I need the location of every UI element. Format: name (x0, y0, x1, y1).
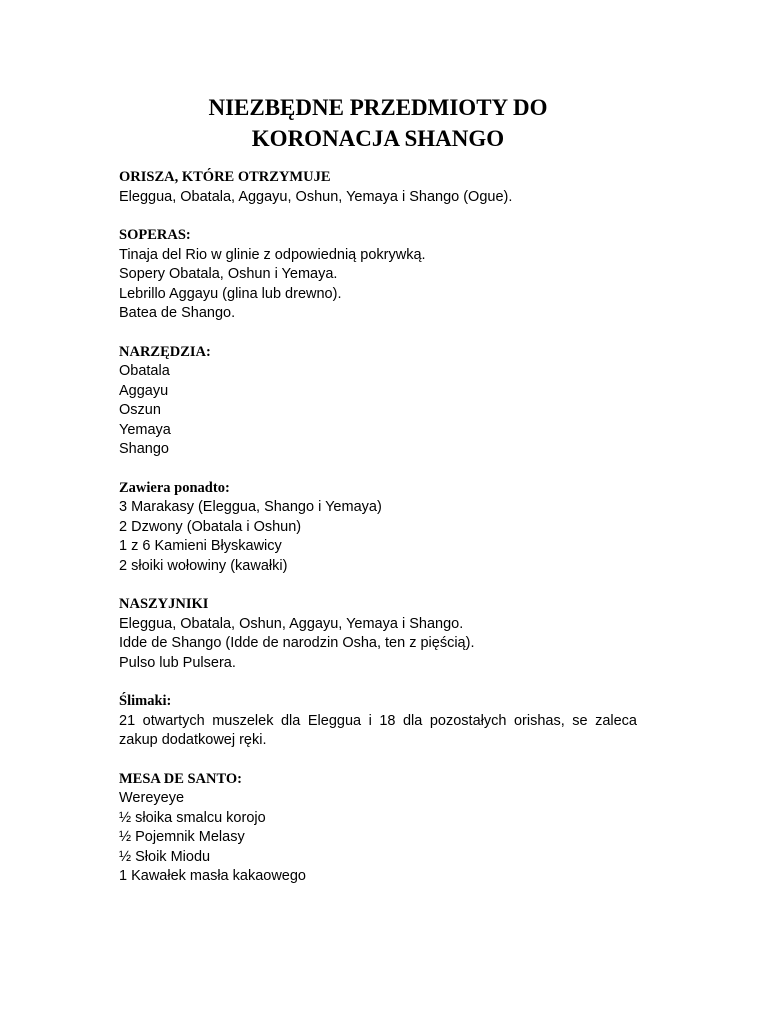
list-item: Oszun (119, 402, 161, 418)
section-heading: NASZYJNIKI (119, 596, 209, 612)
section-heading: Zawiera ponadto: (119, 479, 230, 496)
list-item: ½ Słoik Miodu (119, 848, 211, 865)
list-item: Lebrillo Aggayu (glina lub drewno). (119, 285, 342, 302)
section-mesa-de-santo (119, 770, 637, 887)
list-item: Aggayu (119, 382, 169, 399)
list-item: Wereyeye (119, 790, 185, 806)
list-item: Pulso lub Pulsera. (119, 654, 236, 671)
section-paragraph: 21 otwartych muszelek dla Eleggua i 18 dla pozostałych orishas, se zaleca zakup dodatkowej ręki. (119, 712, 637, 748)
list-item: 1 Kawałek masła kakaowego (119, 868, 306, 884)
title-line-1: NIEZBĘDNE PRZEDMIOTY DO (208, 95, 548, 120)
section-heading: MESA DE SANTO: (119, 770, 243, 787)
list-item: 1 z 6 Kamieni Błyskawicy (119, 538, 282, 554)
list-item: Tinaja del Rio w glinie z odpowiednią pokrywką. (119, 246, 426, 263)
section-heading: SOPERAS: (119, 227, 191, 243)
list-item: Yemaya (119, 421, 171, 438)
section-zawiera-ponadto (119, 479, 637, 577)
list-item: 2 słoiki wołowiny (kawałki) (119, 557, 288, 574)
title-line-2: KORONACJA SHANGO (251, 126, 505, 151)
list-item: ½ słoika smalcu korojo (119, 809, 266, 826)
list-item: Sopery Obatala, Oshun i Yemaya. (119, 266, 338, 282)
list-item: ½ Pojemnik Melasy (119, 829, 245, 845)
section-orisza (119, 168, 637, 207)
list-item: Eleggua, Obatala, Oshun, Aggayu, Yemaya i Shango. (119, 615, 464, 632)
section-heading: ORISZA, KTÓRE OTRZYMUJE (119, 169, 331, 185)
section-naszyjniki (119, 595, 637, 673)
document-page (119, 92, 637, 906)
list-item: Batea de Shango. (119, 305, 236, 321)
list-item: Shango (119, 441, 169, 457)
section-slimaki (119, 692, 637, 751)
list-item: Obatala (119, 363, 170, 379)
list-item: Idde de Shango (Idde de narodzin Osha, ten z pięścią). (119, 635, 475, 651)
section-narzedzia (119, 343, 637, 460)
section-soperas (119, 226, 637, 324)
section-heading: Ślimaki: (119, 693, 172, 709)
list-item: Eleggua, Obatala, Aggayu, Oshun, Yemaya i Shango (Ogue). (119, 188, 513, 205)
document-title (119, 92, 637, 154)
list-item: 2 Dzwony (Obatala i Oshun) (119, 518, 302, 535)
section-heading: NARZĘDZIA: (119, 343, 211, 360)
list-item: 3 Marakasy (Eleggua, Shango i Yemaya) (119, 499, 382, 515)
